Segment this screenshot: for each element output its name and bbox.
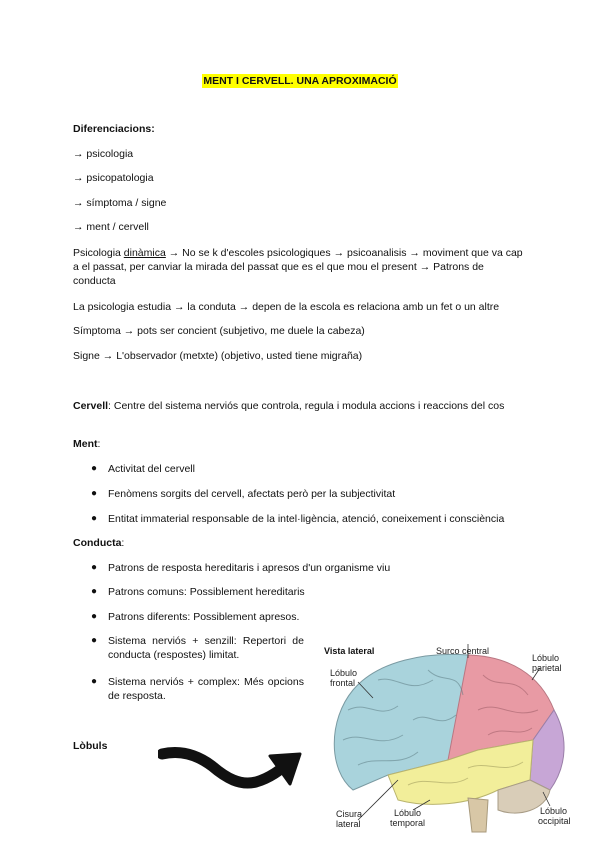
label-temporal-2: temporal: [390, 818, 426, 828]
conducta-item: Patrons de resposta hereditaris i apresos d'un organisme viu: [108, 562, 391, 574]
list-item: → psicologia: [73, 148, 134, 160]
list-item: → símptoma / signe: [73, 197, 167, 209]
bullet-icon: ●: [91, 488, 98, 499]
arrow-icon: [158, 740, 308, 800]
conducta-item: Sistema nerviós + senzill: Repertori de conducta (respostes) limitat.: [108, 635, 304, 661]
bullet-icon: ●: [91, 513, 98, 524]
label-cisura-2: lateral: [336, 819, 361, 829]
brain-heading: Vista lateral: [324, 646, 375, 656]
ment-item: Entitat immaterial responsable de la intel·ligència, atenció, coneixement i consciència: [108, 513, 505, 525]
brain-diagram: [318, 640, 590, 840]
label-occipital-1: Lóbulo: [540, 806, 568, 816]
bullet-icon: ●: [91, 635, 98, 646]
conducta-term: Conducta: [73, 537, 122, 549]
ment-colon: :: [97, 438, 101, 450]
lobuls-heading: Lòbuls: [73, 740, 108, 752]
cervell-paragraph: [73, 399, 528, 413]
ment-heading: [73, 437, 100, 451]
bullet-icon: ●: [91, 463, 98, 474]
conducta-colon: :: [121, 537, 125, 549]
label-temporal-1: Lóbulo: [394, 808, 422, 818]
bullet-icon: ●: [91, 586, 98, 597]
ment-item: Activitat del cervell: [108, 463, 195, 475]
cervell-term: Cervell: [73, 400, 109, 412]
bullet-icon: ●: [91, 676, 98, 687]
label-cisura-1: Cisura: [336, 809, 363, 819]
label-frontal-1: Lóbulo: [330, 668, 358, 678]
conducta-item: Patrons diferents: Possiblement apresos.: [108, 611, 300, 623]
psicologia-underlined: dinàmica: [123, 247, 166, 259]
page-title: [0, 71, 600, 89]
bullet-icon: ●: [91, 611, 98, 622]
page-title-text: MENT I CERVELL. UNA APROXIMACIÓ: [203, 75, 397, 87]
brain-stem: [468, 798, 488, 832]
diferenciacions-heading: Diferenciacions:: [73, 123, 155, 135]
psicologia-text: → No se k d'escoles psicologiques → psicoanalisis → moviment que va cap a el passat, per canviar la mirada del passat que es el que mou el present → Patrons de conducta: [73, 247, 523, 287]
psicologia-paragraph: [73, 246, 528, 288]
label-parietal-1: Lóbulo: [532, 653, 560, 663]
conducta-item: Sistema nerviós + complex: Més opcions de resposta.: [108, 676, 304, 702]
psicologia-prefix: Psicologia: [73, 247, 124, 259]
conducta-item: Patrons comuns: Possiblement hereditaris: [108, 586, 305, 598]
conducta-heading: [73, 536, 124, 550]
list-item: → psicopatologia: [73, 172, 154, 184]
ment-item: Fenòmens sorgits del cervell, afectats però per la subjectivitat: [108, 488, 396, 500]
signe-paragraph: Signe → L'observador (metxte) (objetivo, usted tiene migraña): [73, 350, 363, 362]
label-surco-central: Surco central: [436, 646, 490, 656]
cervell-text: : Centre del sistema nerviós que controla, regula i modula accions i reaccions del cos: [108, 400, 505, 412]
label-parietal-2: parietal: [532, 663, 562, 673]
estudia-paragraph: La psicologia estudia → la conduta → depen de la escola es relaciona amb un fet o un altre: [73, 301, 500, 313]
bullet-icon: ●: [91, 562, 98, 573]
list-item: → ment / cervell: [73, 221, 149, 233]
simptoma-paragraph: Símptoma → pots ser concient (subjetivo, me duele la cabeza): [73, 325, 365, 337]
ment-term: Ment: [73, 438, 98, 450]
label-frontal-2: frontal: [330, 678, 356, 688]
label-occipital-2: occipital: [538, 816, 571, 826]
